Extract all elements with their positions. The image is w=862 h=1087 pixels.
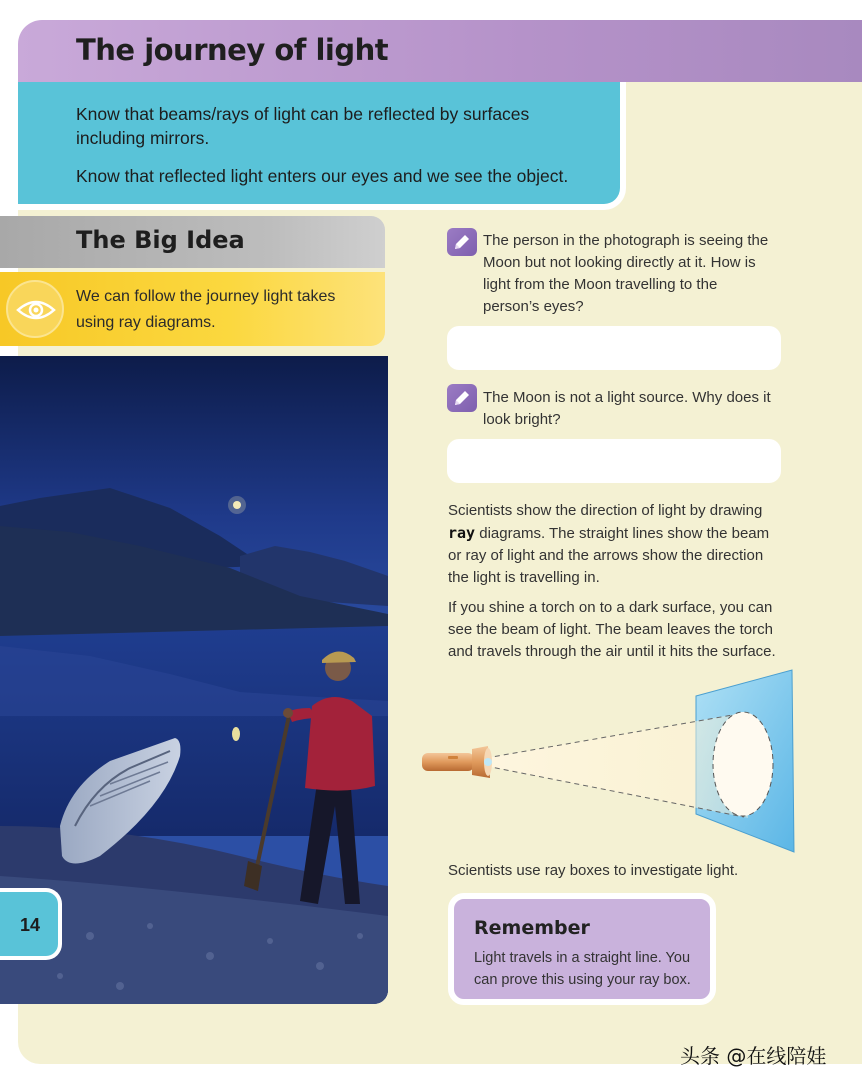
learning-goals-box [18,82,626,210]
learning-goal-1: Know that beams/rays of light can be reflected by surfaces including mirrors. [76,104,530,148]
page-title: The journey of light [76,33,389,67]
page-number-tab [0,888,62,960]
big-idea-text: We can follow the journey light takes using ray diagrams. [76,288,336,331]
diagram-caption: Scientists use ray boxes to investigate light. [448,862,739,879]
paragraph-text-end: diagrams. The straight lines show the beam or ray of light and the arrows show the direction the light is travelling in. [448,525,770,586]
question-1-text: The person in the photograph is seeing the Moon but not looking directly at it. How is light from the Moon travelling to the person’s eyes? [483,232,769,315]
big-idea-box [0,272,385,346]
watermark: 头条 @在线陪娃 [680,1044,827,1068]
torch-paragraph: If you shine a torch on to a dark surface, you can see the beam of light. The beam leaves the torch and travels through the air until it hits the surface. [448,599,776,660]
learning-goal-2: Know that reflected light enters our eyes and we see the object. [76,166,569,186]
eye-icon [6,280,64,338]
page-number: 14 [20,915,41,935]
paragraph-text-start: Scientists show the direction of light by drawing [448,502,763,519]
answer-box-2[interactable] [447,439,781,483]
big-idea-heading: The Big Idea [76,226,245,254]
remember-heading: Remember [474,917,590,939]
answer-box-1[interactable] [447,326,781,370]
pencil-icon [447,228,477,256]
keyword-ray: ray [448,524,476,542]
title-band [18,20,862,82]
pencil-icon [447,384,477,412]
remember-box [448,893,716,1005]
remember-text: Light travels in a straight line. You can prove this using your ray box. [474,950,691,988]
torch-beam-diagram [418,666,798,856]
big-idea-band [0,216,385,268]
ray-diagram-paragraph [448,500,778,589]
question-2-text: The Moon is not a light source. Why does it look bright? [483,389,771,428]
